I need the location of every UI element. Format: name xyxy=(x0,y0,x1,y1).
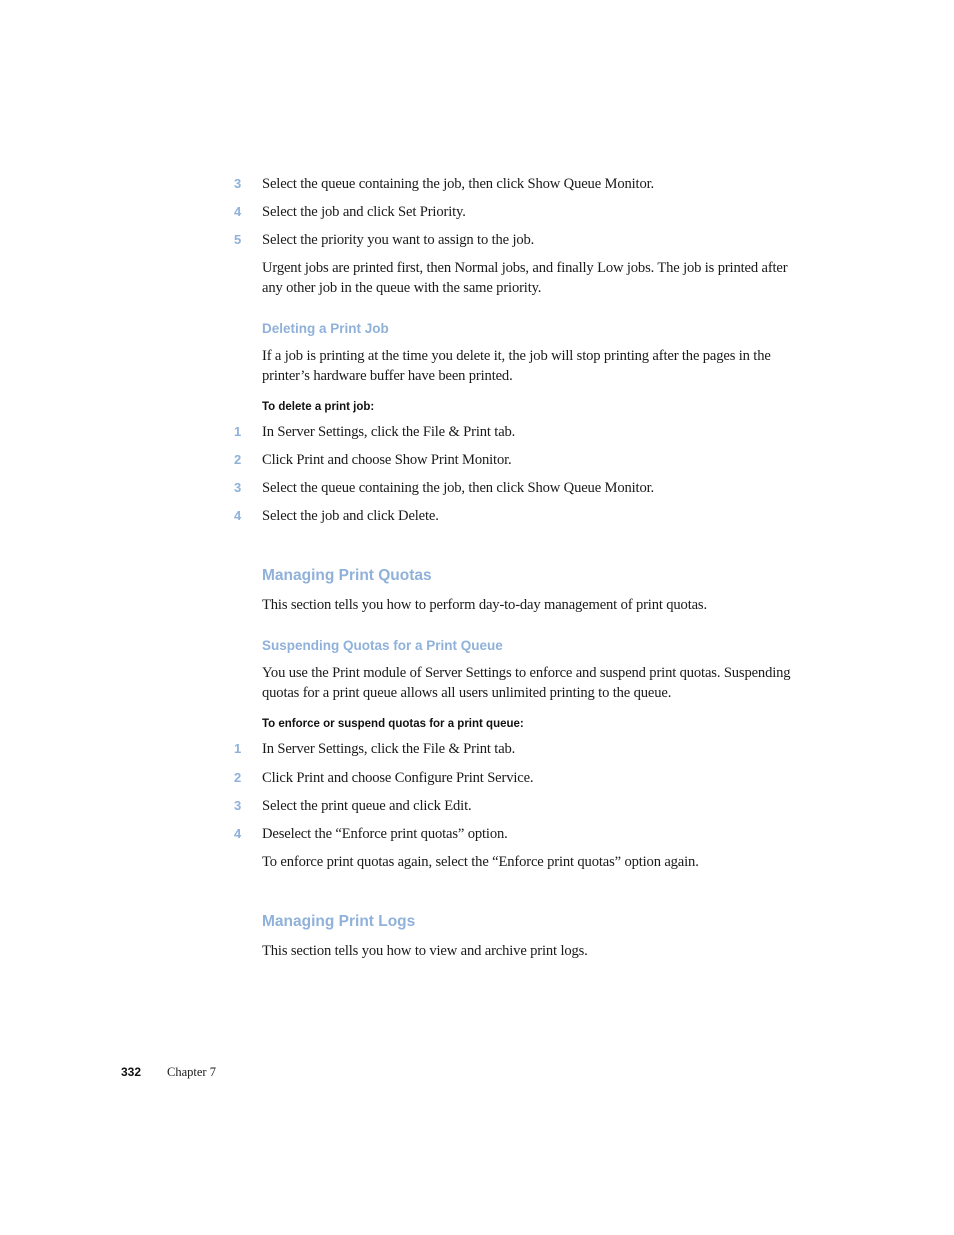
step-text: Select the job and click Delete. xyxy=(262,508,439,524)
step-number: 2 xyxy=(234,452,242,467)
logs-paragraph: This section tells you how to view and archive print logs. xyxy=(262,943,588,959)
page-number: 332 xyxy=(121,1065,142,1079)
step-text: Click Print and choose Configure Print Service. xyxy=(262,770,534,786)
step-number: 4 xyxy=(234,508,242,523)
heading-suspending-quotas: Suspending Quotas for a Print Queue xyxy=(262,638,503,653)
suspend-paragraph: You use the Print module of Server Settings to enforce and suspend print quotas. Suspending quotas for a print queue allows all users unlimited printing to the queue. xyxy=(262,665,791,701)
step-number: 3 xyxy=(234,480,242,495)
step-number: 2 xyxy=(234,770,242,785)
heading-managing-print-quotas: Managing Print Quotas xyxy=(262,567,432,584)
step-text: Select the priority you want to assign to the job. xyxy=(262,232,535,248)
step-number: 5 xyxy=(234,232,242,247)
delete-paragraph: If a job is printing at the time you delete it, the job will stop printing after the pages in the printer’s hardware buffer have been printed. xyxy=(262,348,771,384)
priority-paragraph: Urgent jobs are printed first, then Normal jobs, and finally Low jobs. The job is printed after any other job in the queue with the same priority. xyxy=(262,260,788,296)
task-heading-delete: To delete a print job: xyxy=(262,401,375,413)
step-number: 1 xyxy=(234,741,242,756)
step-number: 4 xyxy=(234,204,242,219)
step-text: Select the print queue and click Edit. xyxy=(262,798,472,814)
step-number: 1 xyxy=(234,424,242,439)
step-text: Select the queue containing the job, then click Show Queue Monitor. xyxy=(262,176,654,192)
heading-managing-print-logs: Managing Print Logs xyxy=(262,913,416,930)
step-number: 4 xyxy=(234,826,242,841)
step-number: 3 xyxy=(234,176,242,191)
step-number: 3 xyxy=(234,798,242,813)
heading-deleting-print-job: Deleting a Print Job xyxy=(262,321,389,336)
step-text: Click Print and choose Show Print Monitor. xyxy=(262,452,512,468)
step-text: Select the queue containing the job, then click Show Queue Monitor. xyxy=(262,480,654,496)
task-heading-enforce: To enforce or suspend quotas for a print queue: xyxy=(262,718,524,730)
step-text: Deselect the “Enforce print quotas” option. xyxy=(262,826,508,842)
step-text: Select the job and click Set Priority. xyxy=(262,204,466,220)
chapter-label: Chapter 7 xyxy=(167,1065,216,1079)
enforce-again-paragraph: To enforce print quotas again, select the “Enforce print quotas” option again. xyxy=(262,854,699,870)
quotas-paragraph: This section tells you how to perform day-to-day management of print quotas. xyxy=(262,597,707,613)
step-text: In Server Settings, click the File & Print tab. xyxy=(262,424,516,440)
step-text: In Server Settings, click the File & Print tab. xyxy=(262,741,516,757)
